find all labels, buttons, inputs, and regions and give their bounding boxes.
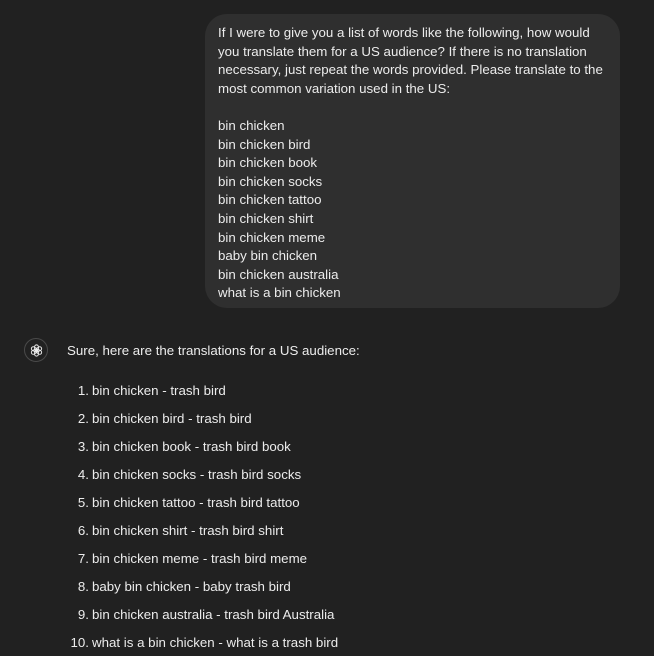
- translation-list: [67, 376, 338, 656]
- user-word-list: [218, 117, 606, 303]
- list-number: 9.: [77, 606, 89, 622]
- list-text: bin chicken australia - trash bird Australia: [92, 606, 335, 622]
- user-word-item: bin chicken australia: [218, 266, 339, 282]
- user-word-item: bin chicken tattoo: [218, 192, 322, 208]
- user-word-item: bin chicken: [218, 117, 285, 133]
- user-word-item: bin chicken meme: [218, 229, 326, 245]
- assistant-avatar: [24, 338, 48, 362]
- list-number: 1.: [77, 382, 89, 398]
- list-number: 3.: [77, 438, 89, 454]
- list-text: bin chicken book - trash bird book: [92, 438, 291, 454]
- list-text: bin chicken shirt - trash bird shirt: [92, 522, 284, 538]
- user-word-item: bin chicken book: [218, 155, 318, 171]
- list-text: bin chicken - trash bird: [92, 382, 226, 398]
- openai-logo-icon: [29, 343, 44, 358]
- list-item: [67, 404, 338, 432]
- list-text: baby bin chicken - baby trash bird: [92, 578, 291, 594]
- list-text: what is a bin chicken - what is a trash bird: [92, 634, 339, 650]
- list-number: 4.: [77, 466, 89, 482]
- list-text: bin chicken meme - trash bird meme: [92, 550, 308, 566]
- assistant-intro: Sure, here are the translations for a US audience:: [67, 343, 360, 358]
- user-word-item: bin chicken shirt: [218, 210, 314, 226]
- list-text: bin chicken bird - trash bird: [92, 410, 252, 426]
- list-number: 10.: [70, 634, 89, 650]
- list-item: [67, 600, 338, 628]
- list-item: [67, 572, 338, 600]
- user-message-bubble: [205, 14, 620, 308]
- user-word-item: bin chicken bird: [218, 136, 311, 152]
- list-item: [67, 544, 338, 572]
- list-text: bin chicken tattoo - trash bird tattoo: [92, 494, 300, 510]
- list-item: [67, 488, 338, 516]
- list-item: [67, 432, 338, 460]
- list-number: 5.: [77, 494, 89, 510]
- list-item: [67, 516, 338, 544]
- list-text: bin chicken socks - trash bird socks: [92, 466, 302, 482]
- list-item: [67, 376, 338, 404]
- list-number: 8.: [77, 578, 89, 594]
- user-word-item: bin chicken socks: [218, 173, 323, 189]
- list-number: 2.: [77, 410, 89, 426]
- user-word-item: what is a bin chicken: [218, 285, 341, 301]
- list-item: [67, 628, 338, 656]
- list-item: [67, 460, 338, 488]
- list-number: 7.: [77, 550, 89, 566]
- user-word-item: baby bin chicken: [218, 248, 318, 264]
- list-number: 6.: [77, 522, 89, 538]
- user-message-prompt: If I were to give you a list of words like the following, how would you translate them for a US audience? If there is no translation necessary, just repeat the words provided. Please translate to the most common variation used in the US:: [218, 25, 603, 96]
